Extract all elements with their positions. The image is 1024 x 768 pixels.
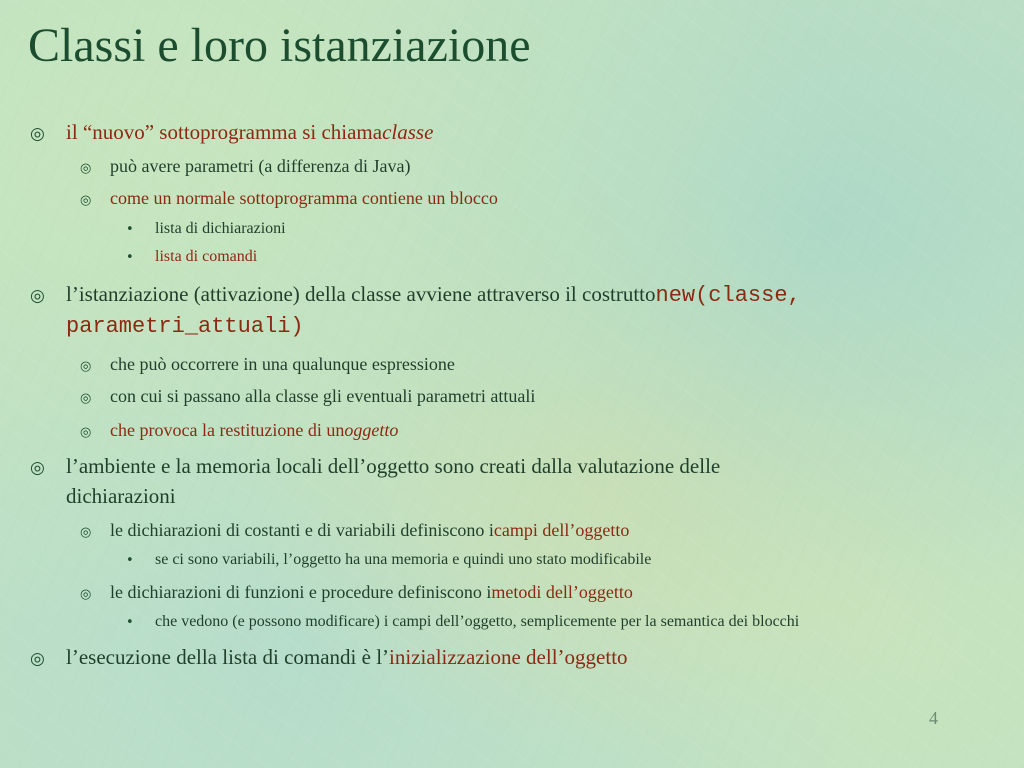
- bullet-icon: ◎: [80, 359, 92, 374]
- bullet-text: le dichiarazioni di costanti e di variabili definiscono i: [110, 520, 494, 540]
- bullet-text: il “nuovo” sottoprogramma si chiama: [66, 120, 383, 144]
- bullet-3-continuation: [66, 484, 176, 509]
- bullet-text: come un normale sottoprogramma contiene un blocco: [110, 188, 498, 208]
- bullet-text: può avere parametri (a differenza di Java): [110, 156, 411, 176]
- bullet-text: che vedono (e possono modificare) i campi dell’oggetto, semplicemente per la semantica dei blocchi: [155, 613, 800, 630]
- bullet-icon: ◎: [80, 525, 92, 540]
- bullet-text: se ci sono variabili, l’oggetto ha una memoria e quindi uno stato modificabile: [155, 551, 652, 568]
- bullet-2-2: [80, 386, 535, 407]
- bullet-2: [30, 282, 801, 308]
- code-text: parametri_attuali): [66, 314, 304, 339]
- bullet-icon: ◎: [30, 286, 45, 306]
- bullet-1: [30, 120, 433, 145]
- bullet-highlight: inizializzazione dell’oggetto: [389, 645, 628, 669]
- slide-title: Classi e loro istanziazione: [28, 19, 531, 72]
- bullet-3-1-1: [126, 551, 651, 569]
- bullet-icon: •: [126, 553, 134, 568]
- bullet-3: [30, 454, 720, 479]
- bullet-emphasis: classe: [382, 120, 434, 144]
- bullet-3-1: [80, 520, 629, 541]
- bullet-text: dichiarazioni: [66, 484, 176, 508]
- bullet-icon: •: [126, 250, 134, 265]
- bullet-1-2-2: [126, 248, 257, 266]
- bullet-highlight: metodi dell’oggetto: [491, 582, 633, 602]
- bullet-text: che provoca la restituzione di un: [110, 420, 345, 440]
- bullet-3-2: [80, 582, 633, 603]
- bullet-icon: •: [126, 222, 134, 237]
- bullet-1-2: [80, 188, 498, 209]
- bullet-icon: ◎: [80, 193, 92, 208]
- bullet-text: con cui si passano alla classe gli eventuali parametri attuali: [110, 386, 536, 406]
- bullet-4: [30, 645, 628, 670]
- bullet-icon: ◎: [30, 124, 45, 144]
- bullet-2-continuation: [66, 314, 304, 339]
- bullet-text: le dichiarazioni di funzioni e procedure definiscono i: [110, 582, 492, 602]
- bullet-text: lista di dichiarazioni: [155, 220, 286, 237]
- bullet-2-1: [80, 354, 455, 375]
- bullet-icon: ◎: [80, 587, 92, 602]
- bullet-1-2-1: [126, 220, 286, 238]
- bullet-icon: ◎: [30, 458, 45, 478]
- bullet-text: lista di comandi: [155, 248, 258, 265]
- bullet-text: l’esecuzione della lista di comandi è l’: [66, 645, 390, 669]
- bullet-text: che può occorrere in una qualunque espressione: [110, 354, 455, 374]
- bullet-3-2-1: [126, 613, 799, 631]
- bullet-1-1: [80, 156, 411, 177]
- bullet-text: l’istanziazione (attivazione) della classe avviene attraverso il costrutto: [66, 282, 656, 306]
- code-text: new(classe,: [655, 283, 801, 308]
- bullet-2-3: [80, 420, 398, 441]
- bullet-emphasis: oggetto: [344, 420, 399, 440]
- bullet-icon: ◎: [80, 161, 92, 176]
- bullet-icon: •: [126, 615, 134, 630]
- bullet-icon: ◎: [30, 649, 45, 669]
- page-number: 4: [929, 708, 938, 728]
- bullet-text: l’ambiente e la memoria locali dell’oggetto sono creati dalla valutazione delle: [66, 454, 721, 478]
- bullet-highlight: campi dell’oggetto: [493, 520, 630, 540]
- bullet-icon: ◎: [80, 391, 92, 406]
- bullet-icon: ◎: [80, 425, 92, 440]
